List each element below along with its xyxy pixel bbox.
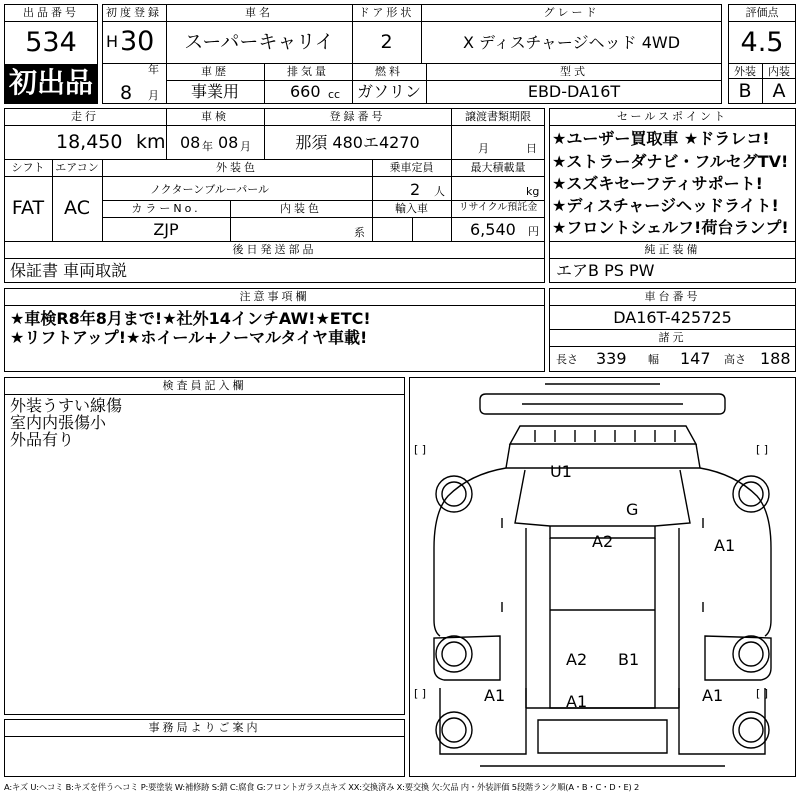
interior-color-label: 内装色 [280,202,322,215]
interior-unit: 系 [354,226,365,239]
damage-a2-bed: A2 [592,532,614,551]
sales-line-2: ★ストラーダナビ・フルセグTV! [552,152,789,171]
wheel-bracket-fl: [ ] [414,443,427,456]
dims-label: 諸元 [658,331,687,344]
first-reg-label: 初度登録 [106,6,162,19]
transfer-month-unit: 月 [478,142,489,155]
length: 339 [596,349,627,368]
load-unit: kg [526,185,540,198]
month-unit: 月 [148,89,159,102]
history-label: 車歴 [201,65,229,78]
model-label: 型式 [560,65,588,78]
ext-grade: B [738,80,752,102]
sales-label: セールスポイント [616,110,728,123]
chassis-number: DA16T-425725 [613,308,732,327]
inspection-label: 車検 [201,110,229,123]
displacement-unit: cc [328,88,341,101]
inspector-line-1: 外装うすい線傷 [10,396,123,415]
chassis-label: 車台番号 [644,290,701,303]
shift: FAT [11,197,45,219]
ac-label: エアコン [55,161,99,174]
mileage-unit: km [136,131,166,153]
color-no-label: カラーNo. [131,202,201,215]
car-diagram [409,377,796,777]
first-listing-badge: 初出品 [5,65,97,103]
later-parts-label: 後日発送部品 [232,243,317,256]
transfer-label: 譲渡書類期限 [465,110,531,123]
damage-legend: A:キズ U:ヘコミ B:キズを伴うヘコミ P:要塗装 W:補修跡 S:錆 C:腐食 G:フロントガラス点キズ XX:交換済み X:要交換 欠:欠品 内・外装評価 5段階ランク順(A・B・C・D・E) 2 [4,782,640,792]
sales-line-1: ★ユーザー買取車 ★ドラレコ! [552,129,770,148]
capacity-label: 乗車定員 [389,161,434,174]
ac: AC [64,197,90,219]
displacement-label: 排気量 [287,65,329,78]
inspector-line-2: 室内内張傷小 [10,413,107,432]
load-label: 最大積載量 [470,161,526,174]
sales-line-3: ★スズキセーフティサポート! [552,174,763,193]
sales-line-4: ★ディスチャージヘッドライト! [552,196,779,215]
damage-a1-rear: A1 [566,692,588,711]
damage-u1: U1 [550,462,572,481]
fuel: ガソリン [356,82,421,101]
damage-a1-right: A1 [714,536,736,555]
equipment: エアB PS PW [556,261,655,280]
inspector-label: 検査員記入欄 [162,379,247,392]
import-label: 輸入車 [395,202,428,215]
office-label: 事務局よりご案内 [148,721,261,734]
score: 4.5 [740,27,784,58]
recycle-unit: 円 [528,225,539,238]
history: 事業用 [190,82,239,101]
inspection-year-unit: 年 [202,140,213,153]
height-label: 高さ [724,353,746,366]
wheel-bracket-rl: [ ] [414,687,427,700]
wheel-bracket-rr: [ ] [756,687,769,700]
reg-year: 30 [120,26,155,57]
inspection-year: 08 [180,133,201,152]
car-name: スーパーキャリイ [184,31,334,53]
damage-b1-rear: B1 [618,650,640,669]
capacity-unit: 人 [434,185,445,198]
notes-line-2: ★リフトアップ!★ホイール+ノーマルタイヤ車載! [10,328,368,347]
int-label: 内装 [768,65,790,78]
score-label: 評価点 [745,6,779,19]
grade-label: グレード [543,6,600,19]
recycle: 6,540 [470,220,516,239]
doors: 2 [380,31,393,53]
color-no: ZJP [153,220,179,239]
model: EBD-DA16T [527,82,621,101]
damage-a2-rear: A2 [566,650,588,669]
sales-line-5: ★フロントシェルフ!荷台ランプ! [552,218,789,237]
inspection-month-unit: 月 [240,140,251,153]
grade: X ディスチャージヘッド 4WD [462,33,681,52]
era: H [106,32,119,51]
wheel-bracket-fr: [ ] [756,443,769,456]
length-label: 長さ [556,353,578,366]
lot-number: 534 [25,27,77,58]
damage-a1-rr: A1 [702,686,724,705]
equipment-label: 純正装備 [644,243,701,256]
int-grade: A [772,80,786,102]
inspector-line-3: 外品有り [10,430,75,449]
later-parts: 保証書 車両取説 [10,261,128,280]
fuel-label: 燃料 [375,65,403,78]
lot-label: 出品番号 [23,6,79,19]
year-unit: 年 [148,63,159,76]
inspection-month: 08 [218,133,239,152]
displacement: 660 [290,82,321,101]
reg-label: 登録番号 [329,110,386,123]
recycle-label: リサイクル預託金 [458,202,538,213]
damage-a1-rl: A1 [484,686,506,705]
width-label: 幅 [648,353,659,366]
width: 147 [680,349,711,368]
reg-month: 8 [120,82,133,104]
damage-g: G [626,500,639,519]
ext-label: 外装 [734,65,756,78]
mileage-label: 走行 [71,110,99,123]
name-label: 車名 [245,6,273,19]
height: 188 [760,349,791,368]
exterior-color: ノクターンブルーパール [150,183,270,196]
reg-number: 那須 480エ4270 [295,133,420,152]
shift-label: シフト [11,161,45,174]
capacity: 2 [410,180,421,199]
transfer-day-unit: 日 [526,142,537,155]
mileage: 18,450 [56,131,123,153]
exterior-color-label: 外装色 [216,161,258,174]
notes-line-1: ★車検R8年8月まで!★社外14インチAW!★ETC! [10,309,371,328]
notes-label: 注意事項欄 [239,290,310,303]
doors-label: ドア形状 [358,6,415,19]
